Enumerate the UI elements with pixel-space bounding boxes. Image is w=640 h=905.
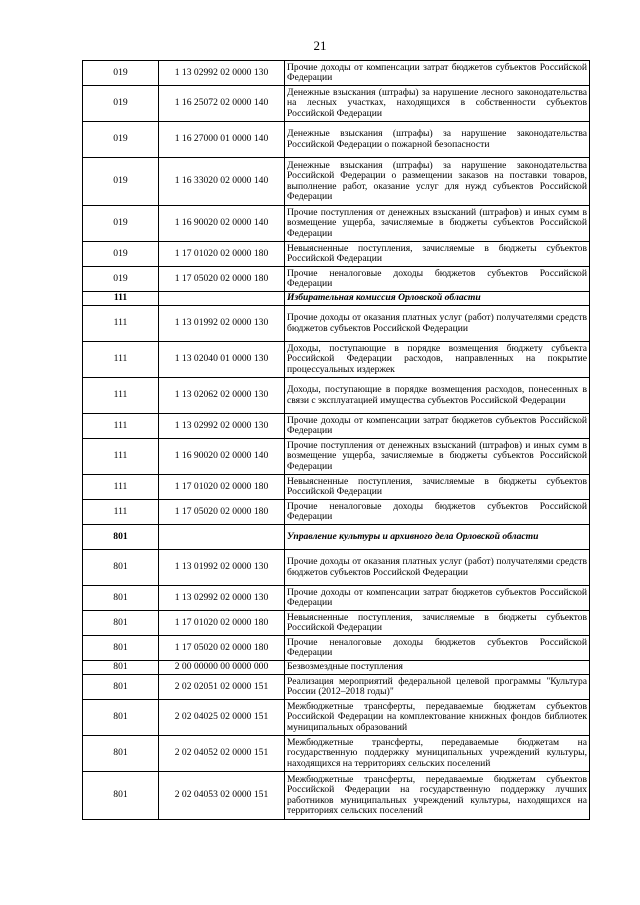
admin-code-cell: 801 xyxy=(83,736,159,772)
table-row xyxy=(83,700,590,736)
admin-code-cell: 111 xyxy=(83,306,159,342)
admin-code-cell: 801 xyxy=(83,611,159,636)
kbk-code-cell: 1 13 01992 02 0000 130 xyxy=(159,306,285,342)
kbk-code-cell: 1 17 05020 02 0000 180 xyxy=(159,636,285,661)
admin-code-cell: 111 xyxy=(83,292,159,306)
admin-code-cell: 801 xyxy=(83,636,159,661)
revenue-name-cell: Невыясненные поступления, зачисляемые в бюджеты субъектов Российской Федерации xyxy=(285,242,590,267)
table-row xyxy=(83,475,590,500)
revenue-name-cell: Денежные взыскания (штрафы) за нарушение законодательства Российской Федерации о размещении заказов на поставки товаров, выполнение работ, оказание услуг для нужд субъектов Российской Федерации xyxy=(285,158,590,206)
kbk-code-cell: 1 16 90020 02 0000 140 xyxy=(159,206,285,242)
kbk-code-cell: 1 16 25072 02 0000 140 xyxy=(159,86,285,122)
kbk-code-cell xyxy=(159,525,285,550)
admin-code-cell: 019 xyxy=(83,86,159,122)
revenue-name-cell: Управление культуры и архивного дела Орловской области xyxy=(285,525,590,550)
revenue-name-cell: Избирательная комиссия Орловской области xyxy=(285,292,590,306)
revenue-name-cell: Прочие поступления от денежных взысканий (штрафов) и иных сумм в возмещение ущерба, зачисляемые в бюджеты субъектов Российской Федерации xyxy=(285,439,590,475)
table-row xyxy=(83,378,590,414)
revenue-name-cell: Прочие неналоговые доходы бюджетов субъектов Российской Федерации xyxy=(285,500,590,525)
table-row xyxy=(83,61,590,86)
table-row xyxy=(83,86,590,122)
admin-code-cell: 111 xyxy=(83,500,159,525)
admin-code-cell: 111 xyxy=(83,414,159,439)
revenue-name-cell: Прочие доходы от компенсации затрат бюджетов субъектов Российской Федерации xyxy=(285,61,590,86)
admin-code-cell: 019 xyxy=(83,122,159,158)
kbk-code-cell: 1 13 02062 02 0000 130 xyxy=(159,378,285,414)
revenue-name-cell: Прочие доходы от оказания платных услуг (работ) получателями средств бюджетов субъектов Российской Федерации xyxy=(285,550,590,586)
kbk-code-cell: 1 17 05020 02 0000 180 xyxy=(159,500,285,525)
kbk-code-cell: 1 13 02992 02 0000 130 xyxy=(159,61,285,86)
table-row xyxy=(83,342,590,378)
admin-code-cell: 801 xyxy=(83,675,159,700)
page-number: 21 xyxy=(313,38,327,53)
revenue-name-cell: Прочие поступления от денежных взысканий (штрафов) и иных сумм в возмещение ущерба, зачисляемые в бюджеты субъектов Российской Федерации xyxy=(285,206,590,242)
table-row xyxy=(83,550,590,586)
table-row xyxy=(83,439,590,475)
admin-code-cell: 019 xyxy=(83,267,159,292)
table-row xyxy=(83,306,590,342)
kbk-code-cell: 1 17 05020 02 0000 180 xyxy=(159,267,285,292)
kbk-code-cell: 1 13 02992 02 0000 130 xyxy=(159,414,285,439)
table-row xyxy=(83,414,590,439)
kbk-code-cell: 2 00 00000 00 0000 000 xyxy=(159,661,285,675)
admin-code-cell: 111 xyxy=(83,342,159,378)
table-row xyxy=(83,500,590,525)
table-row xyxy=(83,675,590,700)
revenue-name-cell: Доходы, поступающие в порядке возмещения бюджету субъекта Российской Федерации расходов, направленных на покрытие процессуальных издержек xyxy=(285,342,590,378)
table-row xyxy=(83,611,590,636)
kbk-code-cell: 1 13 01992 02 0000 130 xyxy=(159,550,285,586)
admin-code-cell: 801 xyxy=(83,661,159,675)
admin-code-cell: 801 xyxy=(83,700,159,736)
kbk-code-cell xyxy=(159,292,285,306)
admin-code-cell: 111 xyxy=(83,378,159,414)
revenue-name-cell: Денежные взыскания (штрафы) за нарушение лесного законодательства на лесных участках, находящихся в собственности субъектов Российской Федерации xyxy=(285,86,590,122)
section-header-row xyxy=(83,292,590,306)
admin-code-cell: 019 xyxy=(83,242,159,267)
revenue-name-cell: Межбюджетные трансферты, передаваемые бюджетам на государственную поддержку муниципальных учреждений культуры, находящихся на территориях сельских поселений xyxy=(285,736,590,772)
table-row xyxy=(83,206,590,242)
kbk-code-cell: 2 02 02051 02 0000 151 xyxy=(159,675,285,700)
revenue-name-cell: Прочие доходы от оказания платных услуг (работ) получателями средств бюджетов субъектов Российской Федерации xyxy=(285,306,590,342)
table-row xyxy=(83,661,590,675)
table-body xyxy=(83,61,590,820)
revenue-name-cell: Межбюджетные трансферты, передаваемые бюджетам субъектов Российской Федерации на комплектование книжных фондов библиотек муниципальных образований xyxy=(285,700,590,736)
revenue-name-cell: Доходы, поступающие в порядке возмещения расходов, понесенных в связи с эксплуатацией имущества субъектов Российской Федерации xyxy=(285,378,590,414)
kbk-code-cell: 1 17 01020 02 0000 180 xyxy=(159,242,285,267)
kbk-code-cell: 1 16 27000 01 0000 140 xyxy=(159,122,285,158)
revenue-name-cell: Безвозмездные поступления xyxy=(285,661,590,675)
section-header-row xyxy=(83,525,590,550)
kbk-code-cell: 2 02 04052 02 0000 151 xyxy=(159,736,285,772)
kbk-code-cell: 1 16 90020 02 0000 140 xyxy=(159,439,285,475)
table-row xyxy=(83,636,590,661)
revenue-name-cell: Прочие доходы от компенсации затрат бюджетов субъектов Российской Федерации xyxy=(285,586,590,611)
kbk-code-cell: 2 02 04053 02 0000 151 xyxy=(159,772,285,820)
table-row xyxy=(83,267,590,292)
kbk-code-cell: 1 17 01020 02 0000 180 xyxy=(159,611,285,636)
table-row xyxy=(83,122,590,158)
table-row xyxy=(83,736,590,772)
revenue-name-cell: Реализация мероприятий федеральной целевой программы "Культура России (2012–2018 годы)" xyxy=(285,675,590,700)
admin-code-cell: 111 xyxy=(83,475,159,500)
table-row xyxy=(83,586,590,611)
admin-code-cell: 801 xyxy=(83,772,159,820)
admin-code-cell: 801 xyxy=(83,550,159,586)
revenue-name-cell: Денежные взыскания (штрафы) за нарушение законодательства Российской Федерации о пожарной безопасности xyxy=(285,122,590,158)
admin-code-cell: 801 xyxy=(83,586,159,611)
budget-revenue-codes-table xyxy=(82,60,590,820)
table-row xyxy=(83,242,590,267)
table-row xyxy=(83,772,590,820)
kbk-code-cell: 1 13 02040 01 0000 130 xyxy=(159,342,285,378)
revenue-name-cell: Невыясненные поступления, зачисляемые в бюджеты субъектов Российской Федерации xyxy=(285,611,590,636)
kbk-code-cell: 2 02 04025 02 0000 151 xyxy=(159,700,285,736)
admin-code-cell: 019 xyxy=(83,206,159,242)
revenue-name-cell: Прочие неналоговые доходы бюджетов субъектов Российской Федерации xyxy=(285,267,590,292)
revenue-name-cell: Прочие неналоговые доходы бюджетов субъектов Российской Федерации xyxy=(285,636,590,661)
revenue-name-cell: Прочие доходы от компенсации затрат бюджетов субъектов Российской Федерации xyxy=(285,414,590,439)
kbk-code-cell: 1 13 02992 02 0000 130 xyxy=(159,586,285,611)
admin-code-cell: 801 xyxy=(83,525,159,550)
table-row xyxy=(83,158,590,206)
revenue-name-cell: Невыясненные поступления, зачисляемые в бюджеты субъектов Российской Федерации xyxy=(285,475,590,500)
kbk-code-cell: 1 16 33020 02 0000 140 xyxy=(159,158,285,206)
admin-code-cell: 111 xyxy=(83,439,159,475)
kbk-code-cell: 1 17 01020 02 0000 180 xyxy=(159,475,285,500)
admin-code-cell: 019 xyxy=(83,158,159,206)
revenue-name-cell: Межбюджетные трансферты, передаваемые бюджетам субъектов Российской Федерации на государственную поддержку лучших работников муниципальных учреждений культуры, находящихся на территориях сельских поселений xyxy=(285,772,590,820)
admin-code-cell: 019 xyxy=(83,61,159,86)
